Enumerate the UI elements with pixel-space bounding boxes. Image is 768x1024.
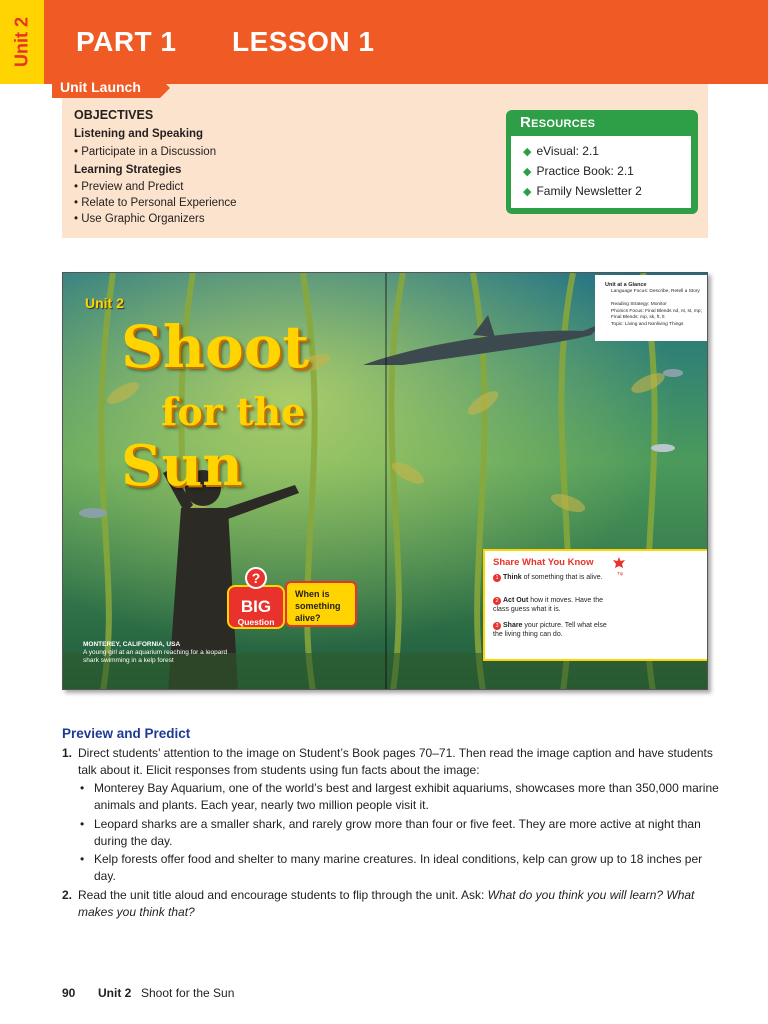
unit-tab <box>0 0 44 84</box>
spread-title-line: Shoot <box>121 313 310 381</box>
big-question-badge <box>227 570 359 629</box>
big-label: BIG <box>240 597 272 616</box>
spread-title-line: for the <box>161 389 306 434</box>
objectives-group-heading: Learning Strategies <box>74 164 182 176</box>
page-number: 90 <box>62 986 76 1000</box>
objective-item: • Preview and Predict <box>74 181 184 193</box>
question-mark-icon: ? <box>245 567 267 589</box>
step2-text-line: Read the unit title aloud and encourage students to flip through the unit. Ask: What do you think you will learn? What <box>78 888 695 902</box>
resources-title: Resources <box>520 114 596 131</box>
share-step: 3 Share your picture. Tell what else the living thing can do. <box>493 622 607 638</box>
bullet-icon: • <box>80 817 85 831</box>
big-question-bubble <box>285 581 357 627</box>
resources-box <box>506 110 698 214</box>
glance-title: Unit at a Glance <box>605 282 647 288</box>
step1-text-line: talk about it. Elicit responses from students using fun facts about the image: <box>78 763 480 777</box>
image-caption: MONTEREY, CALIFORNIA, USA A young girl at an aquarium reaching for a leopard shark swimming in a kelp forest <box>83 641 228 664</box>
book-gutter <box>385 273 387 690</box>
unit-launch-ribbon <box>52 78 160 98</box>
objective-item: • Participate in a Discussion <box>74 146 217 158</box>
header-bar <box>0 0 768 84</box>
objectives-group-heading: Listening and Speaking <box>74 128 204 140</box>
share-what-you-know-box <box>483 549 708 661</box>
footer-title: Shoot for the Sun <box>141 986 235 1000</box>
unit-at-a-glance <box>595 275 707 341</box>
question-label: Question <box>237 617 275 627</box>
resource-item: ◆ Family Newsletter 2 <box>523 184 642 198</box>
glance-line: Reading Strategy: Monitor <box>611 302 667 307</box>
bullet-text-line: Kelp forests offer food and shelter to many marine creatures. In ideal conditions, kelp can grow up to 18 inches per <box>94 852 703 866</box>
bullet-icon: • <box>80 852 85 866</box>
part-heading: PART 1 <box>76 26 177 57</box>
bullet-text-line: Monterey Bay Aquarium, one of the world’s best and largest exhibit aquariums, showcases more than 350,000 marine <box>94 781 719 795</box>
objective-item: • Use Graphic Organizers <box>74 213 205 225</box>
objective-item: • Relate to Personal Experience <box>74 197 237 209</box>
diamond-bullet-icon: ◆ <box>523 186 532 198</box>
tip-label: Tip <box>617 571 624 576</box>
big-question-text: When is something alive? <box>295 589 341 623</box>
spread-unit-label: Unit 2 <box>85 295 124 311</box>
lesson-heading: LESSON 1 <box>232 26 375 57</box>
share-step: 1 Think of something that is alive. <box>493 573 611 582</box>
glance-line: Topic: Living and Nonliving Things <box>611 322 684 327</box>
bullet-icon: • <box>80 781 85 795</box>
objectives-title: OBJECTIVES <box>74 108 154 122</box>
glance-line: Language Focus: Describe, Retell a Story <box>611 289 700 294</box>
resource-item: ◆ Practice Book: 2.1 <box>523 164 634 178</box>
share-step: 2 Act Out how it moves. Have the class guess what it is. <box>493 597 603 613</box>
bullet-text-line: animals and plants. Each year, nearly two million people visit it. <box>94 798 429 812</box>
big-question-label <box>227 585 285 629</box>
resource-item: ◆ eVisual: 2.1 <box>523 144 599 158</box>
step2-text-line: makes you think that? <box>78 905 195 919</box>
bullet-text-line: Leopard sharks are a smaller shark, and rarely grow more than four or five feet. They are more active at night than <box>94 817 701 831</box>
maple-leaf-icon <box>613 557 625 569</box>
glance-line: Phonics Focus: Final Blends nd, nt, st, mp; Final Blends: mp, sk, ft, lt <box>611 309 702 320</box>
footer-unit: Unit 2 <box>98 986 132 1000</box>
bullet-text-line: during the day. <box>94 834 173 848</box>
spread-title-line: Sun <box>121 433 243 499</box>
bullet-text-line: day. <box>94 869 116 883</box>
step-number: 1. <box>62 746 73 760</box>
diamond-bullet-icon: ◆ <box>523 166 532 178</box>
unit-tab-label: Unit 2 <box>11 16 32 68</box>
preview-predict-heading: Preview and Predict <box>62 726 191 741</box>
share-title: Share What You Know <box>493 557 594 568</box>
student-book-spread <box>62 272 708 690</box>
resources-list <box>511 136 691 208</box>
unit-launch-label: Unit Launch <box>60 79 141 95</box>
step-number: 2. <box>62 888 73 902</box>
diamond-bullet-icon: ◆ <box>523 146 532 158</box>
step1-text-line: Direct students’ attention to the image on Student’s Book pages 70–71. Then read the image caption and have students <box>78 746 713 760</box>
